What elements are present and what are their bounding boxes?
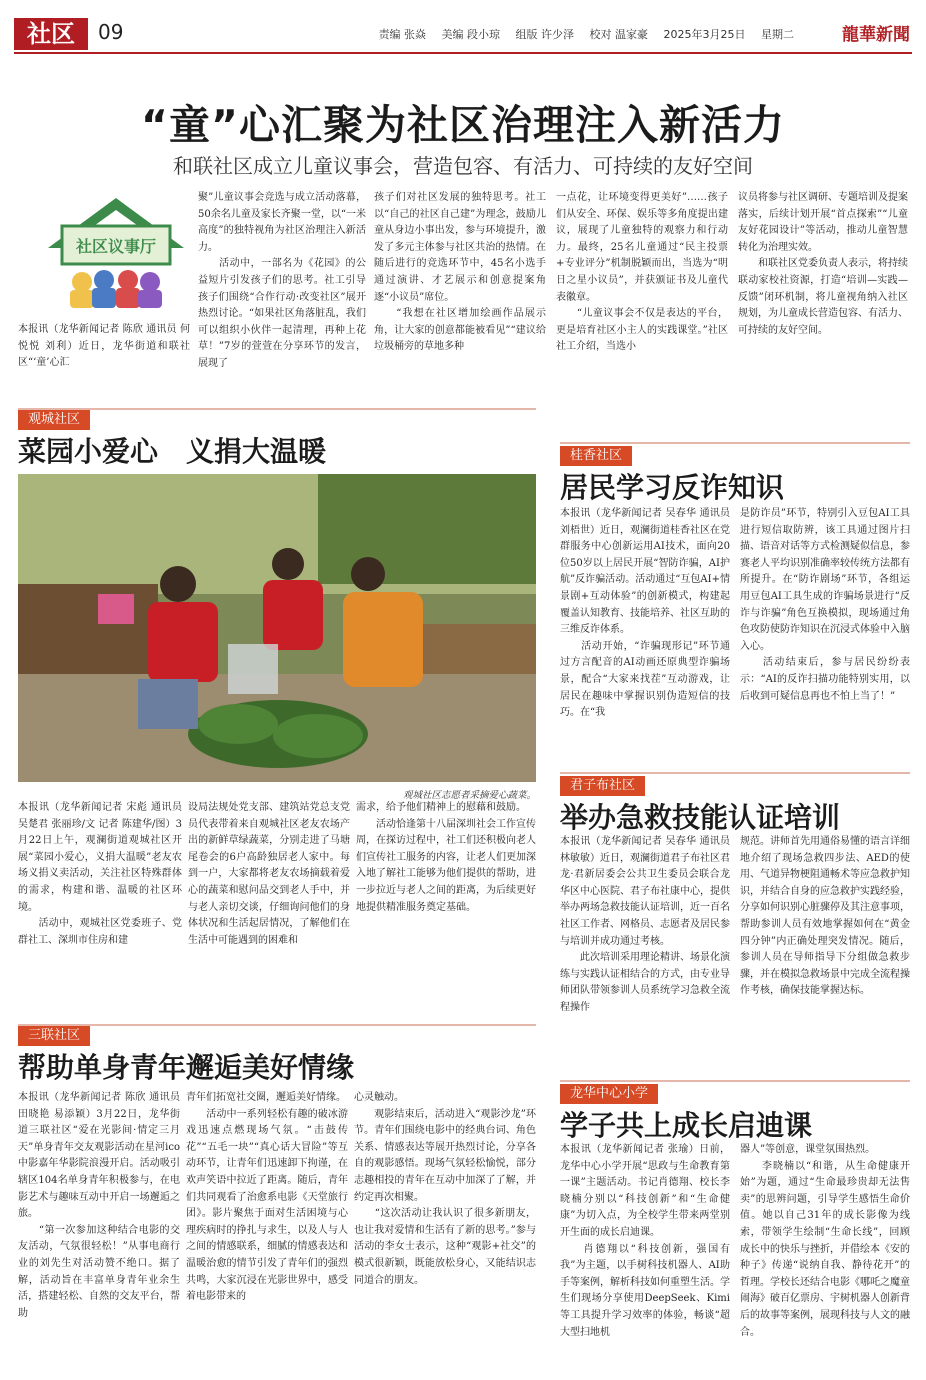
photo-caption: 观城社区志愿者采摘爱心蔬菜。 [402, 790, 536, 801]
issue-date: 2025年3月25日 [663, 28, 746, 41]
guancheng-col-1: 本报讯（龙华新闻记者 宋彪 通讯员 吴楚君 张丽珍/文 记者 陈建华/图）3月22日上午，观澜街道观城社区开展“菜园小爱心，义捐大温暖”老友农场义捐义卖活动，关注社区特殊群体的需求，构建和谐、温暖的社区环境。 活动中，观城社区党委班子、党群社工、深圳市住房和建 [18, 802, 182, 946]
school-title: 学子共上成长启迪课 [560, 1109, 813, 1142]
sanlian-col-2: 青年们拓宽社交圈，邂逅美好情缘。 活动中一系列轻松有趣的破冰游戏迅速点燃现场气氛。“击鼓传花”“五毛一块”“真心话大冒险”等互动环节，让青年们迅速卸下拘谨，在欢声笑语中拉近了距离。随后，青年们共同观看了治愈系电影《天堂旅行团》。影片聚焦于面对生活困境与心理疾病时的挣扎与求生，以及人与人之间的情感联系，细腻的情感表达和温暖治愈的情节引发了青年们的强烈共鸣，大家沉浸在光影世界中，感受着电影带来的 [186, 1092, 348, 1303]
section-divider [18, 408, 536, 410]
lead-subhead: 和联社区成立儿童议事会，营造包容、有活力、可持续的友好空间 [173, 154, 753, 178]
lead-col-1: 本报讯（龙华新闻记者 陈欣 通讯员 何悦悦 刘利）近日，龙华街道和联社区“‘童’心汇 [18, 324, 190, 369]
masthead [14, 14, 912, 54]
lead-col-2: 聚”儿童议事会竞选与成立活动落幕，50余名儿童及家长齐聚一堂，以“一米高度”的独特视角为社区治理注入新活力。 活动中，一部名为《花园》的公益短片引发孩子们的思考。社工引导孩子们围绕“合作行动·改变社区”展开热烈讨论。“如果社区角落脏乱，我们可以组织小伙伴一起清理，再种上花草！”7岁的萱萱在分享环节的发言，展现了 [198, 192, 366, 369]
guancheng-title: 菜园小爱心 义捐大温暖 [18, 435, 327, 468]
house-badge-icon [42, 196, 190, 312]
junzibu-col-1: 本报讯（龙华新闻记者 吴春华 通讯员 林敏敏）近日，观澜街道君子布社区君龙·君新居委会公共卫生委员会联合龙华区中心医院、君子布社康中心，提供举办两场急救技能认证培训，近一百名社区工作者、网格员、志愿者及居民参与培训并成功通过考核。 此次培训采用理论精讲、场景化演练与实践认证相结合的方式，由专业导师团队带领参训人员系统学习急救全流程操作 [560, 836, 730, 1013]
lead-headline: “童”心汇聚为社区治理注入新活力 [141, 101, 785, 149]
lead-col-4: 一点花，让环境变得更美好”……孩子们从安全、环保、娱乐等多角度提出建议，展现了儿童独特的观察力和行动力。最终，25名儿童通过“民主投票+专业评分”机制脱颖而出，当选为“明日之星小议员”，并获颁证书及儿童代表徽章。 “儿童议事会不仅是表达的平台，更是培育社区小主人的实践课堂。”社区社工介绍，当选小 [556, 192, 728, 353]
guixiang-label: 桂香社区 [560, 446, 632, 466]
guancheng-col-3: 需求，给予他们精神上的慰藉和鼓励。 活动恰逢第十八届深圳社会工作宣传周，在探访过程中，社工们还积极向老人们宣传社工服务的内容，让老人们更加深入地了解社工能够为他们提供的帮助，进一步拉近与老人之间的距离，为后续更好地提供精准服务奠定基础。 [356, 802, 536, 913]
issue-weekday: 星期二 [761, 28, 794, 41]
lead-col-3: 孩子们对社区发展的独特思考。社工以“自己的社区自己建”为理念，鼓励儿童从身边小事出发，参与环境提升，激发了多元主体参与社区共治的热情。在随后进行的竞选环节中，45名小选手通过演讲、才艺展示和创意提案角逐“小议员”席位。 “我想在社区增加绘画作品展示角，让大家的创意都能被看见”“建议给垃圾桶旁的草地多种 [374, 192, 546, 353]
section-divider [560, 1080, 910, 1082]
guixiang-col-2: 是防诈员”环节，特别引入豆包AI工具进行短信取防辨，该工具通过图片扫描、语音对话等方式检测疑似信息，参赛老人平均识别准确率较传统方法都有所提升。在“防诈剧场”环节，各组运用豆包AI工具生成的诈骗场景进行“反诈与诈骗”角色互换模拟，现场通过角色攻防使防诈知识在沉浸式体验中入脑入心。 活动结束后，参与居民纷纷表示：“AI的反诈扫描功能特别实用，以后收到可疑信息再也不怕上当了！” [740, 508, 910, 702]
guixiang-title: 居民学习反诈知识 [560, 471, 785, 504]
junzibu-title: 举办急救技能认证培训 [560, 801, 841, 834]
sanlian-label: 三联社区 [18, 1026, 90, 1046]
guancheng-label: 观城社区 [18, 410, 90, 430]
credit-designer: 美编 段小琼 [441, 28, 500, 41]
section-tag: 社区 [14, 18, 88, 50]
page-number: 09 [98, 20, 124, 44]
school-col-2: 器人”等创意，课堂氛围热烈。 李晓楠以“和谐，从生命健康开始”为题，通过“生命最珍贵却无法售卖”的思辨问题，引导学生感悟生命价值。她以自己31年的成长影像为线索，带领学生绘制“生命长线”，回顾成长中的快乐与挫折，并借绘本《安的种子》传递“说纳自我、静待花开”的哲理。学校长还结合电影《哪吒之魔童闹海》破百亿票房、宇树机器人创新背后的故事等案例，展现科技与人文的融合。 [740, 1144, 910, 1338]
garden-photo-image [18, 474, 536, 782]
junzibu-label: 君子布社区 [560, 776, 645, 796]
section-divider [18, 1024, 536, 1026]
community-forum-badge [42, 196, 190, 312]
school-col-1: 本报讯（龙华新闻记者 张瑜）日前，龙华中心小学开展“思政与生命教育第一课”主题活动。书记肖德翔、校长李晓楠分别以“科技创新”和“生命健康”为切入点，为全校学生带来两堂别开生面的成长启迪课。 肖德翔以“科技创新，强国有我”为主题，以手树科技机器人、AI助手等案例，解析科技如何重塑生活。学生们现场分享使用DeepSeek、Kimi等工具提升学习效率的体验，畅谈“超大型扫地机 [560, 1144, 730, 1338]
volunteer-photo [18, 474, 536, 782]
badge-label: 社区议事厅 [75, 237, 157, 256]
junzibu-col-2: 规范。讲师首先用通俗易懂的语言详细地介绍了现场急救四步法、AED的使用、气道异物梗阻通畅术等应急救护知识，并结合自身的应急救护实践经验，分享如何识别心脏骤停及其注意事项，帮助参训人员有效地掌握如何在“黄金四分钟”内正确处理突发情况。随后，参训人员在导师指导下分组做急救步骤，并在模拟急救场景中完成全流程操作考核，确保技能掌握达标。 [740, 836, 910, 997]
sanlian-col-1: 本报讯（龙华新闻记者 陈欣 通讯员 田晓艳 易添颖）3月22日，龙华街道三联社区“爱在光影间·情定三月天”单身青年交友观影活动在星河ico中影嘉年华影院浪漫开启。活动吸引辖区104名单身青年积极参与，在电影艺术与趣味互动中开启一场邂逅之旅。 “第一次参加这种结合电影的交友活动，气氛很轻松！”从事电商行业的刘先生对活动赞不绝口。据了解，活动旨在丰富单身青年业余生活，搭建轻松、自然的交友平台，帮助 [18, 1092, 180, 1319]
section-divider [560, 442, 910, 444]
credits-line [367, 26, 795, 42]
guancheng-col-2: 设局法规处党支部、建筑站党总支党员代表带着来自观城社区老友农场产出的新鲜草绿蔬菜，分别走进了马塘尾卷会的6户高龄独居老人家中。每到一户，大家都将老友农场摘载着爱心的蔬菜和慰问品交到老人手中，并与老人亲切交谈，仔细询问他们的身体状况和生活起居情况，了解他们在生活中可能遇到的困难和 [188, 802, 350, 946]
lead-col-5: 议员将参与社区调研、专题培训及提案落实，后续计划开展“首点探索”“儿童友好花园设计”等活动，推动儿童智慧转化为治理实效。 和联社区党委负责人表示，将持续联动家校社资源，打造“培训—实践—反馈”闭环机制，将儿童视角纳入社区规划，为儿童成长营造包容、有活力、可持续的友好空间。 [738, 192, 908, 336]
sanlian-col-3: 心灵触动。 观影结束后，活动进入“观影沙龙”环节。青年们围绕电影中的经典台词、角色关系、情感表达等展开热烈讨论，分享各自的观影感悟。现场气氛轻松愉悦，部分志趣相投的青年在互动中加深了了解，并约定再次相聚。 “这次活动让我认识了很多新朋友，也让我对爱情和生活有了新的思考。”参与活动的李女士表示，这种“观影+社交”的模式很新颖，既能放松身心，又能结识志同道合的朋友。 [354, 1092, 536, 1286]
section-divider [560, 772, 910, 774]
sanlian-title: 帮助单身青年邂逅美好情缘 [18, 1051, 355, 1084]
credit-editor: 责编 张焱 [378, 28, 426, 41]
guixiang-col-1: 本报讯（龙华新闻记者 吴春华 通讯员 刘梧世）近日，观澜街道桂香社区在党群服务中心创新运用AI技术，面向20位50岁以上居民开展“智防诈骗，AI护航”反诈骗活动。活动通过“互包AI+情景剧+互动体验”的创新模式，构建起覆盖认知教育、技能培养、社区互助的三维反诈体系。 活动开始，“诈骗现形记”环节通过方言配音的AI动画还原典型诈骗场景，配合“大家来找茬”互动游戏，让居民在趣味中掌握识别伪造短信的技巧。在“我 [560, 508, 730, 719]
credit-proofreader: 校对 温家豪 [589, 28, 648, 41]
school-label: 龙华中心小学 [560, 1084, 658, 1104]
credit-layout: 组版 许少泽 [515, 28, 574, 41]
paper-logo: 龍華新聞 [842, 25, 910, 45]
